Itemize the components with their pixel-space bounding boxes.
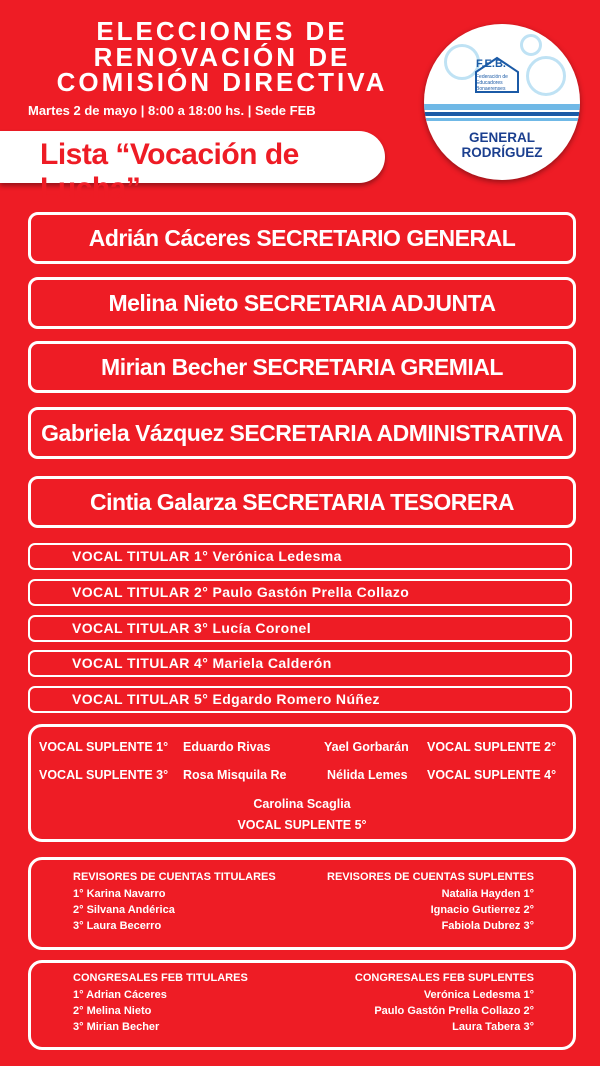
vocales-suplentes-panel: [28, 724, 576, 842]
logo-subtitle: Federación de Educadores Bonaerenses: [476, 74, 508, 92]
suplente-3-role: VOCAL SUPLENTE 3°: [39, 768, 169, 782]
list-name: Lista “Vocación de Lucha”: [40, 138, 299, 205]
congresal-titular: 3° Mirian Becher: [73, 1021, 160, 1033]
title-line-1: ELECCIONES DE: [96, 16, 348, 46]
revisor-titular: 2° Silvana Andérica: [73, 904, 175, 916]
revisores-panel: [28, 857, 576, 950]
secretary-box: Cintia Galarza SECRETARIA TESORERA: [28, 476, 576, 528]
logo-location: [424, 130, 580, 160]
revisor-titular: 3° Laura Becerro: [73, 920, 162, 932]
revisores-titulares-title: REVISORES DE CUENTAS TITULARES: [73, 871, 276, 883]
revisor-suplente: Fabiola Dubrez 3°: [441, 920, 534, 932]
revisor-suplente: Ignacio Gutierrez 2°: [430, 904, 534, 916]
revisores-suplentes-title: REVISORES DE CUENTAS SUPLENTES: [327, 871, 534, 883]
suplente-4-role: VOCAL SUPLENTE 4°: [427, 768, 557, 782]
logo-abbr: F.E.B.: [476, 58, 506, 70]
title-line-2: RENOVACIÓN DE: [93, 42, 351, 72]
congresal-titular: 1° Adrian Cáceres: [73, 989, 167, 1001]
suplente-4-name: Nélida Lemes: [327, 768, 408, 782]
vocal-titular-box: VOCAL TITULAR 2° Paulo Gastón Prella Collazo: [28, 579, 572, 606]
vocal-titular-box: VOCAL TITULAR 1° Verónica Ledesma: [28, 543, 572, 570]
congresales-titulares-title: CONGRESALES FEB TITULARES: [73, 972, 248, 984]
bubble-decoration: [526, 56, 566, 96]
vocal-titular-box: VOCAL TITULAR 4° Mariela Calderón: [28, 650, 572, 677]
logo-location-line1: GENERAL: [468, 130, 535, 145]
congresal-suplente: Laura Tabera 3°: [452, 1021, 534, 1033]
title-line-3: COMISIÓN DIRECTIVA: [56, 67, 388, 97]
congresales-panel: [28, 960, 576, 1050]
logo-location-line2: RODRÍGUEZ: [461, 145, 543, 160]
revisor-suplente: Natalia Hayden 1°: [441, 888, 534, 900]
secretary-box: Mirian Becher SECRETARIA GREMIAL: [28, 341, 576, 393]
revisor-titular: 1° Karina Navarro: [73, 888, 166, 900]
secretary-box: Adrián Cáceres SECRETARIO GENERAL: [28, 212, 576, 264]
suplente-1-name: Eduardo Rivas: [183, 740, 271, 754]
logo-stripe: [424, 104, 580, 110]
congresal-suplente: Paulo Gastón Prella Collazo 2°: [374, 1005, 534, 1017]
suplente-5-name: Carolina Scaglia: [253, 797, 351, 811]
suplente-3-name: Rosa Misquila Re: [183, 768, 287, 782]
suplente-2-name: Yael Gorbarán: [324, 740, 409, 754]
logo-stripe: [424, 118, 580, 121]
list-name-banner: [0, 131, 385, 205]
suplente-2-role: VOCAL SUPLENTE 2°: [427, 740, 557, 754]
logo-stripe: [424, 112, 580, 116]
secretary-box: Gabriela Vázquez SECRETARIA ADMINISTRATIVA: [28, 407, 576, 459]
vocal-titular-box: VOCAL TITULAR 3° Lucía Coronel: [28, 615, 572, 642]
vocal-titular-box: VOCAL TITULAR 5° Edgardo Romero Núñez: [28, 686, 572, 713]
date-line: Martes 2 de mayo | 8:00 a 18:00 hs. | Sede FEB: [28, 103, 316, 118]
congresales-suplentes-title: CONGRESALES FEB SUPLENTES: [354, 972, 534, 984]
bubble-decoration: [520, 34, 542, 56]
congresal-suplente: Verónica Ledesma 1°: [423, 989, 534, 1001]
suplente-5-role: VOCAL SUPLENTE 5°: [237, 818, 367, 832]
congresal-titular: 2° Melina Nieto: [73, 1005, 152, 1017]
secretary-box: Melina Nieto SECRETARIA ADJUNTA: [28, 277, 576, 329]
suplente-1-role: VOCAL SUPLENTE 1°: [39, 740, 169, 754]
feb-logo: [424, 24, 580, 180]
